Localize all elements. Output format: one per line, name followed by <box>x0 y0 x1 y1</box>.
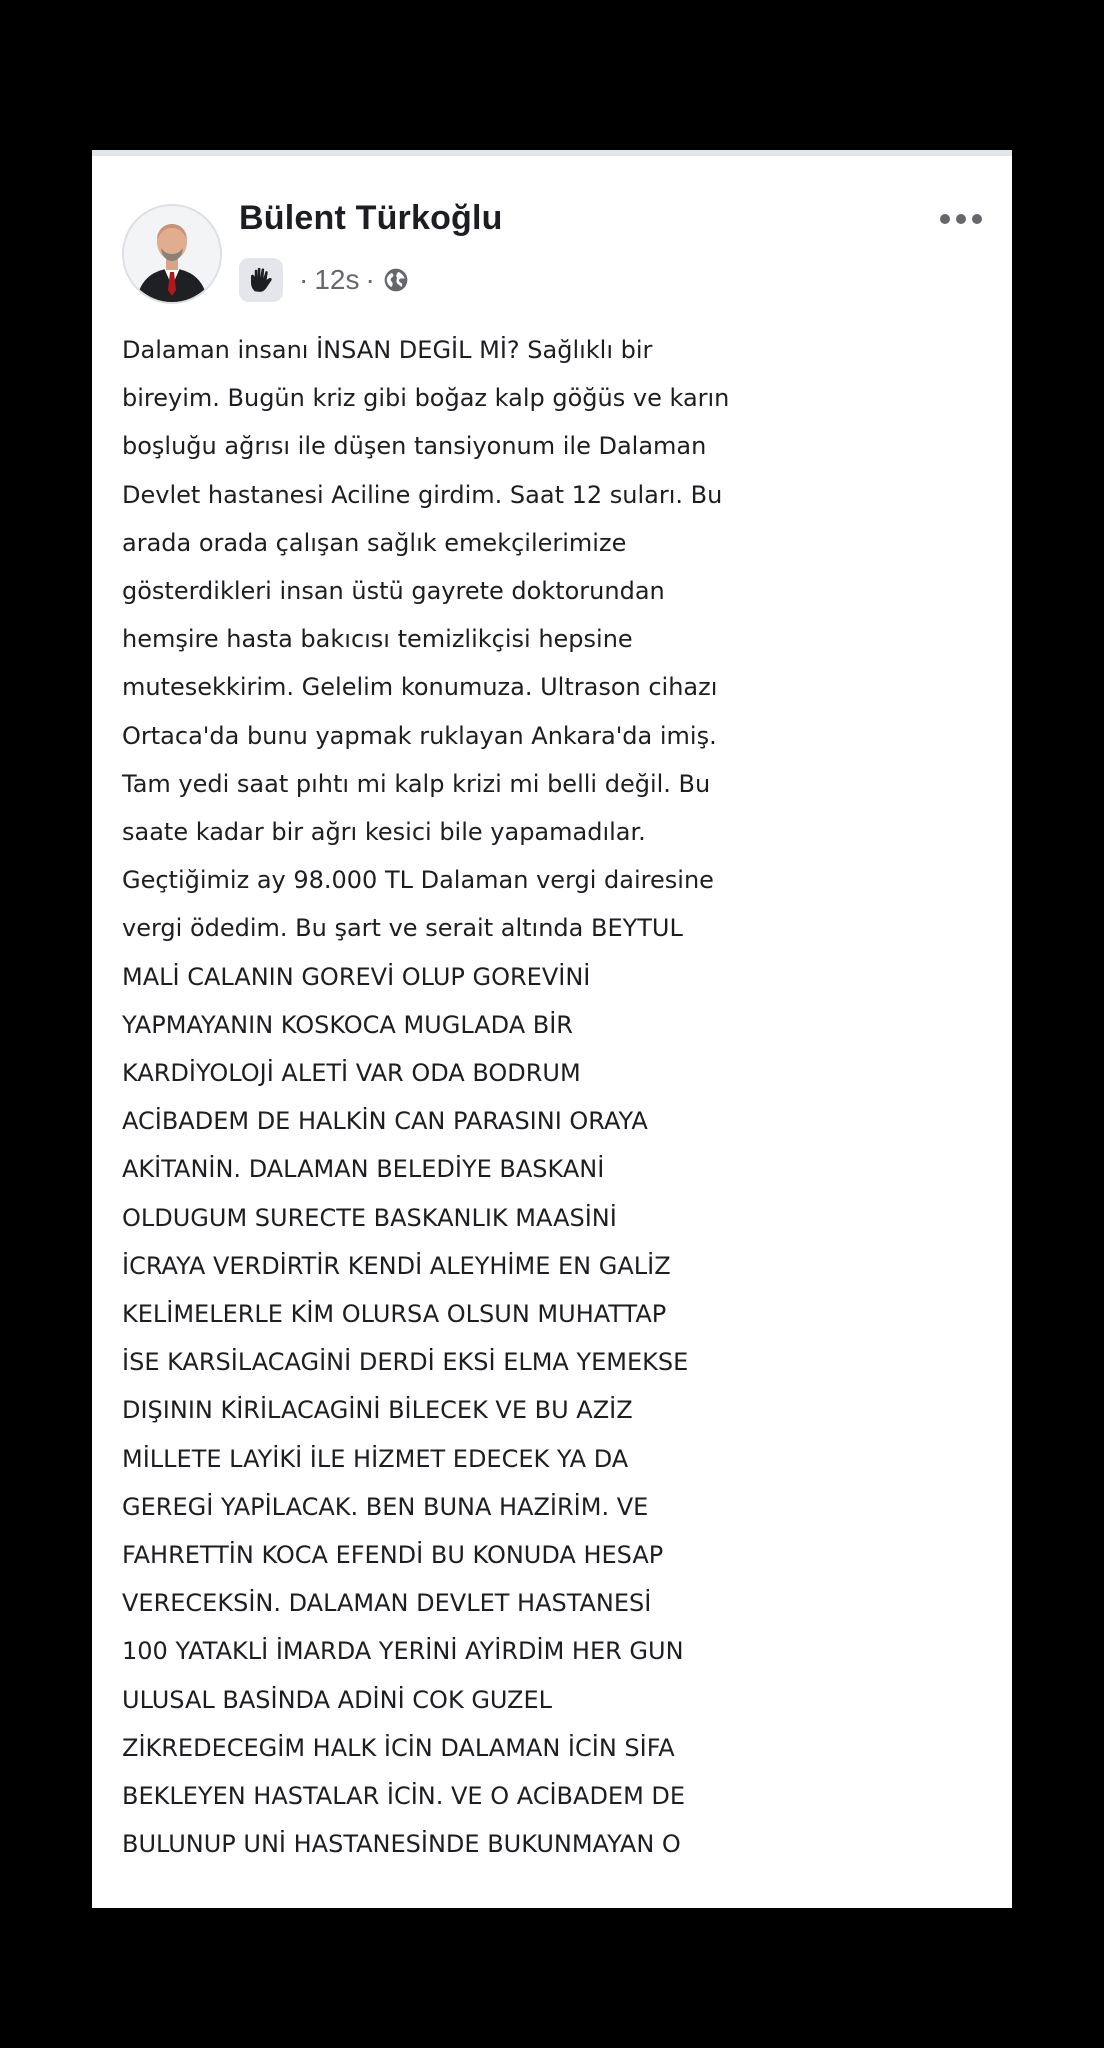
hand-stop-icon[interactable] <box>239 258 283 302</box>
more-dot <box>956 214 966 224</box>
post-text-line: Tam yedi saat pıhtı mi kalp krizi mi belli değil. Bu <box>122 769 711 798</box>
post-text-line: ZİKREDECEGİM HALK İCİN DALAMAN İCİN SİFA <box>122 1733 675 1762</box>
post-text-line: AKİTANİN. DALAMAN BELEDİYE BASKANİ <box>122 1155 605 1184</box>
post-header <box>92 156 1012 306</box>
post-text-line: ULUSAL BASİNDA ADİNİ COK GUZEL <box>122 1685 553 1714</box>
post-text-line: MALİ CALANIN GOREVİ OLUP GOREVİNİ <box>122 962 591 991</box>
post-text-line: OLDUGUM SURECTE BASKANLIK MAASİNİ <box>122 1203 617 1232</box>
post-text-line: İSE KARSİLACAGİNİ DERDİ EKSİ ELMA YEMEKSE <box>122 1348 689 1377</box>
post-text-line: KARDİYOLOJİ ALETİ VAR ODA BODRUM <box>122 1059 581 1088</box>
author-avatar[interactable] <box>122 204 222 304</box>
more-dot <box>972 214 982 224</box>
post-text-line: MİLLETE LAYİKİ İLE HİZMET EDECEK YA DA <box>122 1444 629 1473</box>
more-dot <box>940 214 950 224</box>
author-name[interactable]: Bülent Türkoğlu <box>239 199 503 237</box>
post-text-line: saate kadar bir ağrı kesici bile yapamadılar. <box>122 818 646 847</box>
post-body <box>122 326 1002 1869</box>
post-text-line: gösterdikleri insan üstü gayrete doktorundan <box>122 577 665 606</box>
post-text-line: BULUNUP UNİ HASTANESİNDE BUKUNMAYAN O <box>122 1830 681 1859</box>
post-text-line: Ortaca'da bunu yapmak ruklayan Ankara'da imiş. <box>122 721 717 750</box>
post-meta <box>239 256 409 304</box>
post-text-line: Geçtiğimiz ay 98.000 TL Dalaman vergi dairesine <box>122 866 714 895</box>
post-text-line: arada orada çalışan sağlık emekçilerimize <box>122 528 627 557</box>
post-text-line: DIŞININ KİRİLACAGİNİ BİLECEK VE BU AZİZ <box>122 1396 633 1425</box>
post-text-line: mutesekkirim. Gelelim konumuza. Ultrason cihazı <box>122 673 718 702</box>
post-text-line: bireyim. Bugün kriz gibi boğaz kalp göğüs ve karın <box>122 384 730 413</box>
post-text-line: hemşire hasta bakıcısı temizlikçisi hepsine <box>122 625 633 654</box>
post-text-line: ACİBADEM DE HALKİN CAN PARASINI ORAYA <box>122 1107 648 1136</box>
post-text-line: vergi ödedim. Bu şart ve serait altında BEYTUL <box>122 914 683 943</box>
post-text-line: 100 YATAKLİ İMARDA YERİNİ AYİRDİM HER GUN <box>122 1637 684 1666</box>
meta-separator: · <box>365 264 375 295</box>
post-text-line: Devlet hastanesi Aciline girdim. Saat 12 suları. Bu <box>122 480 723 509</box>
post-text-line: BEKLEYEN HASTALAR İCİN. VE O ACİBADEM DE <box>122 1782 686 1811</box>
post-text-line: İCRAYA VERDİRTİR KENDİ ALEYHİME EN GALİZ <box>122 1251 671 1280</box>
profile-photo-icon <box>124 206 220 302</box>
post-text-line: Dalaman insanı İNSAN DEGİL Mİ? Sağlıklı bir <box>122 336 653 364</box>
post-text-line: GEREGİ YAPİLACAK. BEN BUNA HAZİRİM. VE <box>122 1492 649 1521</box>
post-text-line: VERECEKSİN. DALAMAN DEVLET HASTANESİ <box>122 1589 652 1618</box>
post-text-line: FAHRETTİN KOCA EFENDİ BU KONUDA HESAP <box>122 1541 664 1570</box>
globe-icon[interactable] <box>383 267 409 293</box>
more-options-icon[interactable] <box>940 214 982 224</box>
post-text-line: YAPMAYANIN KOSKOCA MUGLADA BİR <box>122 1010 573 1039</box>
post-text-line: KELİMELERLE KİM OLURSA OLSUN MUHATTAP <box>122 1300 667 1329</box>
meta-separator: · <box>299 264 309 295</box>
post-timestamp[interactable]: 12s <box>314 264 360 295</box>
post-text-line: boşluğu ağrısı ile düşen tansiyonum ile Dalaman <box>122 432 707 461</box>
post-card <box>92 150 1012 1908</box>
